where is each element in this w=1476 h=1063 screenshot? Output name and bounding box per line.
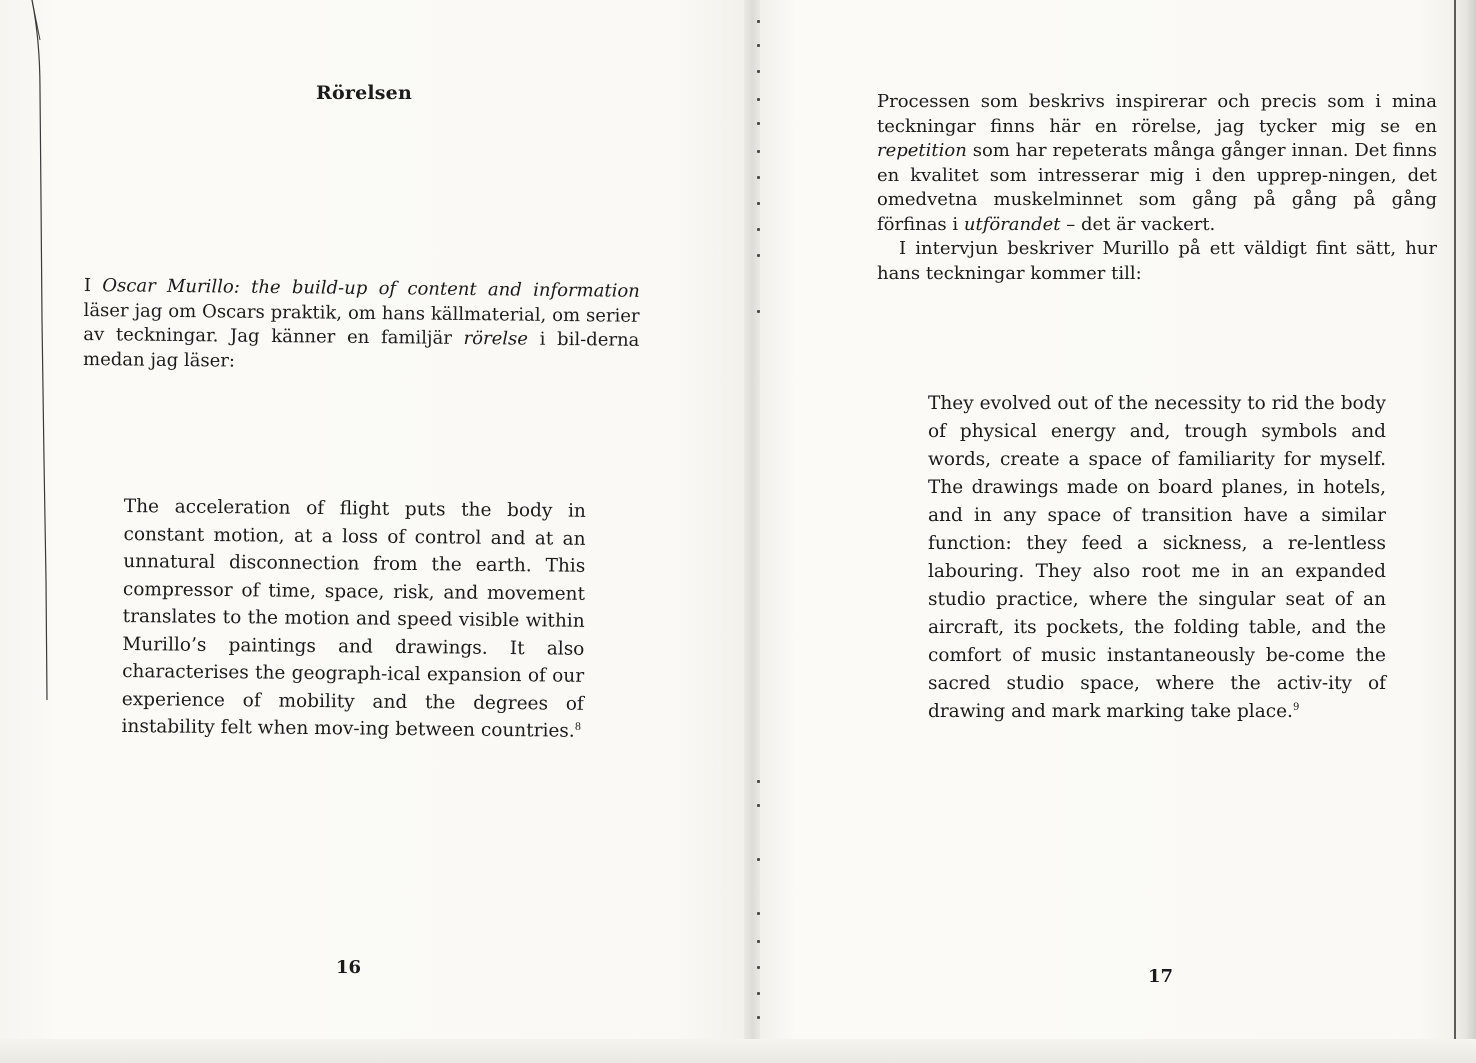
- stitch-mark: [757, 966, 760, 969]
- stitch-mark: [757, 1016, 760, 1019]
- stitch-mark: [757, 150, 760, 153]
- stitch-mark: [757, 176, 760, 179]
- stitch-mark: [757, 122, 760, 125]
- footnote-marker: 8: [574, 721, 582, 733]
- stitch-mark: [757, 912, 760, 915]
- emphasis-utforandet: utförandet: [963, 213, 1061, 235]
- paragraph-interview: I intervjun beskriver Murillo på ett väldigt fint sätt, hur hans teckningar kommer till:: [877, 238, 1437, 284]
- binding-thread: [30, 0, 50, 700]
- stitch-mark: [757, 98, 760, 101]
- stitch-mark: [757, 804, 760, 807]
- stitch-mark: [757, 44, 760, 47]
- gutter: [744, 0, 760, 1063]
- page-number: 17: [1148, 966, 1174, 987]
- stitch-mark: [757, 228, 760, 231]
- intro-paragraph: I Oscar Murillo: the build-up of content and information läser jag om Oscars praktik, om hans källmaterial, om serier av teckningar. Jag känner en familjär rörelse i bil-derna medan jag läser:: [82, 274, 640, 372]
- stitch-mark: [757, 940, 760, 943]
- stitch-mark: [757, 70, 760, 73]
- stitch-mark: [757, 202, 760, 205]
- stitch-mark: [757, 254, 760, 257]
- emphasis-rorelse: rörelse: [463, 327, 529, 350]
- book-title: Oscar Murillo: the build-up of content and information: [102, 275, 640, 302]
- stitch-mark: [757, 780, 760, 783]
- paragraph-process: Processen som beskrivs inspirerar och precis som i mina teckningar finns här en rörelse, jag tycker mig se en repetition som har repeterats många gånger innan. Det finns en kvalitet som intresserar mig i den upprep-ningen, det omedvetna muskelminnet som gång på gång på gång förfinas i utförandet – det är vackert.: [877, 91, 1437, 235]
- emphasis-repetition: repetition: [877, 140, 967, 161]
- right-paragraphs: [877, 90, 1437, 286]
- footnote-marker: 9: [1292, 701, 1300, 713]
- page-edge-line: [1454, 0, 1456, 1063]
- chapter-title: Rörelsen: [316, 82, 412, 104]
- stitch-mark: [757, 858, 760, 861]
- stitch-mark: [757, 310, 760, 313]
- block-quote-left: The acceleration of flight puts the body in constant motion, at a loss of control and at an unnatural disconnection from the earth. This compressor of time, space, risk, and movement translates to the motion and speed visible within Murillo’s paintings and drawings. It also characterises the geograph-ical expansion of our experience of mobility and the degrees of instability felt when mov-ing between countries.$^8$: [121, 495, 586, 742]
- stitch-mark: [757, 992, 760, 995]
- stitch-mark: [757, 20, 760, 23]
- bottom-edge: [0, 1039, 1476, 1063]
- page-number: 16: [336, 957, 362, 978]
- block-quote-right: They evolved out of the necessity to rid the body of physical energy and, trough symbols and words, create a space of familiarity for myself. The drawings made on board planes, in hotels, and in any space of transition have a similar function: they feed a sickness, a re-lentless labouring. They also root me in an expanded studio practice, where the singular seat of an aircraft, its pockets, the folding table, and the comfort of music instantaneously be-come the sacred studio space, where the activ-ity of drawing and mark marking take place.$^9$: [928, 392, 1386, 722]
